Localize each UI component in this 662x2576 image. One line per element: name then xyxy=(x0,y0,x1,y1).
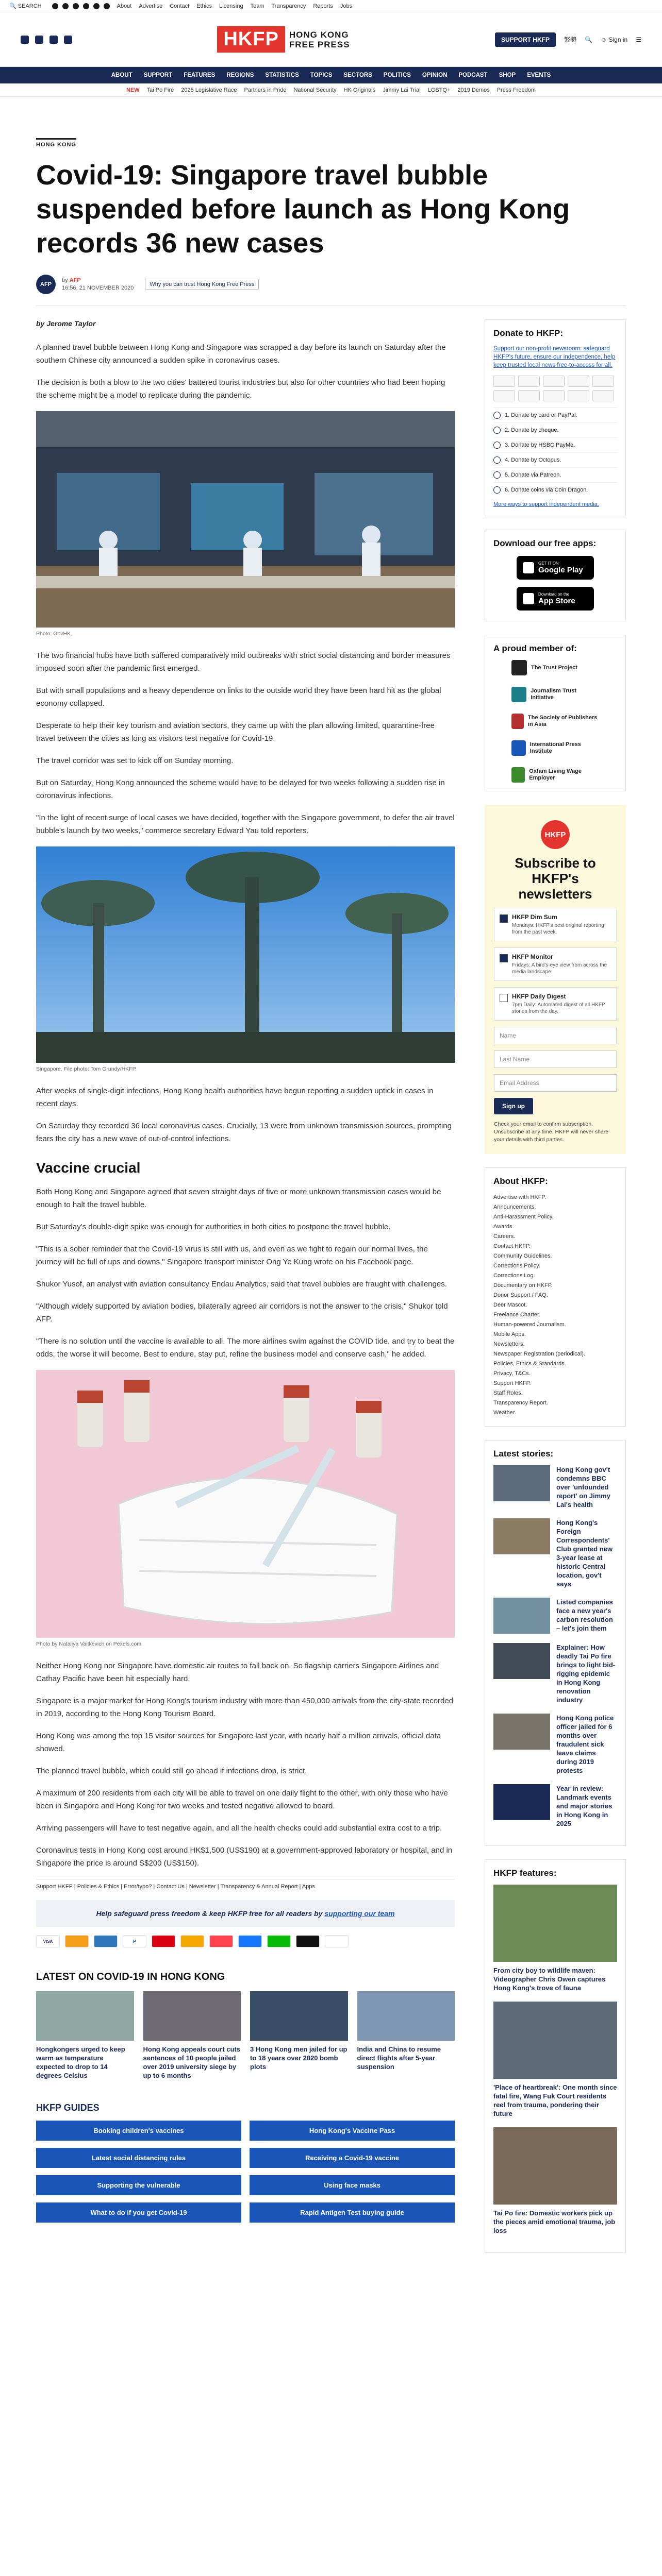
sopa-icon xyxy=(511,714,524,729)
nav-podcast[interactable]: PODCAST xyxy=(458,72,488,78)
google-play-icon xyxy=(523,562,534,573)
paragraph: Coronavirus tests in Hong Kong cost around HK$1,500 (US$190) at a government-approved laboratory or hospital, and in Singapore the price is around S$200 (US$150). xyxy=(36,1846,453,1868)
oxfam-icon xyxy=(511,767,525,783)
guide-button[interactable]: Supporting the vulnerable xyxy=(36,2175,241,2195)
about-link[interactable]: Human-powered Journalism. xyxy=(493,1321,566,1328)
member-name: Journalism Trust Initiative xyxy=(531,688,576,701)
paragraph: The travel corridor was set to kick off on Sunday morning. xyxy=(36,756,234,765)
apple-icon xyxy=(523,593,534,604)
guide-button[interactable]: Booking children's vaccines xyxy=(36,2121,241,2141)
article-body xyxy=(36,319,455,2266)
byline xyxy=(36,275,626,306)
story-title[interactable]: Listed companies face a new year's carbon resolution – let's join them xyxy=(556,1598,613,1632)
paragraph: Hong Kong was among the top 15 visitor sources for Singapore last year, with nearly half a million arrivals, official data showed. xyxy=(36,1732,441,1753)
paragraph: Desperate to help their key tourism and aviation sectors, they came up with the plan allowing limited, quarantine-free travel between the cities as long as visitors test negative for Covid-19. xyxy=(36,721,435,743)
by-label: by xyxy=(62,277,68,283)
support-links[interactable]: Support HKFP | Policies & Ethics | Error/typo? | Contact Us | Newsletter | Transparency & Annual Report | Apps xyxy=(36,1879,455,1890)
story-item[interactable] xyxy=(493,1598,617,1634)
trending-link[interactable]: Press Freedom xyxy=(496,87,536,93)
paragraph: The planned travel bubble, which could still go ahead if infections drop, is strict. xyxy=(36,1767,307,1775)
linkedin-icon[interactable] xyxy=(93,3,100,9)
threads-icon[interactable] xyxy=(104,3,110,9)
newsletter-option-desc: Mondays: HKFP's best original reporting from the past week. xyxy=(512,923,604,935)
google-play-button[interactable] xyxy=(517,556,594,580)
support-callout-text: Help safeguard press freedom & keep HKFP free for all readers by xyxy=(96,1909,323,1918)
paragraph: The decision is both a blow to the two cities' battered tourist industries but also for other countries who had been hoping the scheme might be a model to replicate during the pandemic. xyxy=(36,378,445,400)
instagram-icon[interactable] xyxy=(73,3,79,9)
google-play-small: GET IT ON xyxy=(538,561,559,566)
member-sopa[interactable] xyxy=(511,714,599,729)
photo-caption: Photo by Nataliya Vaitkevich on Pexels.com xyxy=(36,1641,142,1647)
apps-box xyxy=(485,530,626,621)
latest-card[interactable] xyxy=(36,1991,134,2080)
site-logo[interactable] xyxy=(217,26,350,53)
support-team-link[interactable]: supporting our team xyxy=(324,1909,395,1918)
mastercard-icon xyxy=(65,1935,89,1947)
about-link[interactable]: Freelance Charter. xyxy=(493,1312,541,1318)
guide-button[interactable]: Hong Kong's Vaccine Pass xyxy=(250,2121,455,2141)
about-link[interactable]: Policies, Ethics & Standards. xyxy=(493,1361,566,1367)
social-icons xyxy=(52,3,110,9)
search-link[interactable]: 🔍 SEARCH xyxy=(9,3,42,9)
paragraph: Both Hong Kong and Singapore agreed that seven straight days of five or more unknown transmission cases would be enough to halt the travel bubble. xyxy=(36,1188,441,1209)
support-hkfp-button[interactable]: SUPPORT HKFP xyxy=(495,32,556,47)
feature-image[interactable] xyxy=(493,2127,617,2205)
donate-option[interactable]: 4. Donate by Octopus. xyxy=(493,452,617,467)
top-link-transparency[interactable]: Transparency xyxy=(271,3,306,9)
latest-thumbnail xyxy=(36,1991,134,2041)
latest-grid xyxy=(36,1991,455,2080)
member-ipi[interactable] xyxy=(511,740,599,756)
about-link[interactable]: Contact HKFP. xyxy=(493,1243,531,1249)
about-link[interactable]: Anti-Harassment Policy. xyxy=(493,1214,554,1220)
sidebar xyxy=(485,319,626,2266)
octopus-icon xyxy=(493,390,515,401)
octopus-icon xyxy=(180,1935,204,1947)
article-title: Covid-19: Singapore travel bubble suspended before launch as Hong Kong records 36 new cases xyxy=(36,160,570,259)
member-jti[interactable] xyxy=(511,687,599,702)
guide-button[interactable]: Rapid Antigen Test buying guide xyxy=(250,2202,455,2223)
photo-caption: Singapore. File photo: Tom Grundy/HKFP. xyxy=(36,1066,137,1072)
latest-title[interactable]: India and China to resume direct flights after 5-year suspension xyxy=(357,2045,441,2071)
newsletter-option[interactable] xyxy=(494,947,617,981)
features-box xyxy=(485,1859,626,2253)
paragraph: The two financial hubs have both suffered comparatively mild outbreaks with strict social distancing and border measures imposed soon after the pandemic first emerged. xyxy=(36,651,451,673)
donate-heading: Donate to HKFP: xyxy=(493,328,564,338)
nav-shop[interactable]: SHOP xyxy=(499,72,516,78)
feature-title[interactable]: 'Place of heartbreak': One month since fatal fire, Wang Fuk Court residents reel from trauma, pondering their future xyxy=(493,2083,617,2117)
story-item[interactable] xyxy=(493,1518,617,1588)
top-link-advertise[interactable]: Advertise xyxy=(139,3,163,9)
header-actions xyxy=(495,32,641,47)
top-link-ethics[interactable]: Ethics xyxy=(196,3,212,9)
paragraph: "In the light of recent surge of local cases we have decided, together with the Singapore government, to defer the air travel bubble's launch by two weeks," commerce secretary Edward Yau told reporters. xyxy=(36,814,455,835)
story-thumbnail xyxy=(493,1598,550,1634)
app-store-label: App Store xyxy=(538,597,575,605)
about-link[interactable]: Corrections Policy. xyxy=(493,1263,540,1269)
feature-title[interactable]: From city boy to wildlife maven: Videographer Chris Owen captures Hong Kong's trove of fauna xyxy=(493,1967,606,1992)
newsletter-option-desc: 7pm Daily: Automated digest of all HKFP stories from the day. xyxy=(512,1002,605,1014)
latest-stories-box xyxy=(485,1440,626,1846)
logo-wordmark xyxy=(289,30,350,49)
byline-meta xyxy=(62,277,134,292)
about-link[interactable]: Deer Mascot. xyxy=(493,1302,527,1308)
story-item[interactable] xyxy=(493,1465,617,1509)
wechatpay-icon xyxy=(267,1935,291,1947)
latest-title[interactable]: Hong Kong appeals court cuts sentences of 10 people jailed over 2019 university siege by up to 6 months xyxy=(143,2045,241,2079)
story-thumbnail xyxy=(493,1714,550,1750)
trending-link[interactable]: Partners in Pride xyxy=(244,87,287,93)
paragraph: Shukor Yusof, an analyst with aviation consultancy Endau Analytics, said that travel bubbles are fraught with challenges. xyxy=(36,1280,447,1289)
about-link[interactable]: Announcements. xyxy=(493,1204,536,1210)
story-title[interactable]: Hong Kong police officer jailed for 6 months over fraudulent sick leave claims during 2019 protests xyxy=(556,1714,614,1774)
app-store-small: Download on the xyxy=(538,592,570,597)
donate-card-logos xyxy=(493,376,617,401)
jti-icon xyxy=(511,687,526,702)
donate-option[interactable]: 1. Donate by card or PayPal. xyxy=(493,408,617,422)
guides-heading: HKFP GUIDES xyxy=(36,2103,100,2113)
paragraph: But with small populations and a heavy dependence on links to the outside world they have been hard hit as the global economy collapsed. xyxy=(36,686,441,708)
nav-support[interactable]: SUPPORT xyxy=(143,72,173,78)
top-link-licensing[interactable]: Licensing xyxy=(219,3,243,9)
article-category[interactable]: HONG KONG xyxy=(36,138,76,148)
member-oxfam[interactable] xyxy=(511,767,599,783)
top-link-reports[interactable]: Reports xyxy=(313,3,333,9)
paragraph: On Saturday they recorded 36 local coronavirus cases. Crucially, 13 were from unknown transmission sources, prompting fears the city has a new wave of out-of-control infections. xyxy=(36,1122,452,1143)
latest-thumbnail xyxy=(143,1991,241,2041)
paragraph: But on Saturday, Hong Kong announced the scheme would have to be delayed for two weeks following a sudden rise in coronavirus infections. xyxy=(36,778,445,800)
latest-card[interactable] xyxy=(143,1991,241,2080)
features-heading: HKFP features: xyxy=(493,1868,557,1878)
trending-link[interactable]: HK Originals xyxy=(343,87,376,93)
search-icon[interactable]: 🔍 xyxy=(584,36,592,43)
nav-opinion[interactable]: OPINION xyxy=(422,72,448,78)
trending-link[interactable]: LGBTQ+ xyxy=(427,87,451,93)
paragraph: A maximum of 200 residents from each city will be able to travel on one daily flight to the other, with only those who have been in Singapore and Hong Kong for two weeks and tested negative allowed to board. xyxy=(36,1789,448,1810)
facebook-icon[interactable] xyxy=(21,36,29,44)
wechatpay-icon xyxy=(543,390,565,401)
paragraph: But Saturday's double-digit spike was enough for authorities in both cities to postpone the travel bubble. xyxy=(36,1223,391,1231)
donate-option[interactable]: 2. Donate by cheque. xyxy=(493,422,617,437)
youtube-icon[interactable] xyxy=(64,36,72,44)
top-link-contact[interactable]: Contact xyxy=(170,3,190,9)
member-name: International Press Institute xyxy=(529,741,581,754)
story-item[interactable] xyxy=(493,1784,617,1828)
top-link-team[interactable]: Team xyxy=(250,3,264,9)
testing-centre-photo xyxy=(36,411,455,628)
members-list xyxy=(493,660,617,783)
apps-heading: Download our free apps: xyxy=(493,538,597,548)
x-icon[interactable] xyxy=(62,3,69,9)
trending-link[interactable]: National Security xyxy=(293,87,337,93)
nav-statistics[interactable]: STATISTICS xyxy=(265,72,299,78)
top-links xyxy=(117,3,353,9)
author-avatar[interactable]: AFP xyxy=(36,275,56,294)
newsletter-box xyxy=(485,805,626,1154)
donate-text[interactable]: Support our non-profit newsroom: safeguard HKFP's future, ensure our independence, help keep trusted local news free-to-access for all. xyxy=(493,346,616,368)
latest-stories-heading: Latest stories: xyxy=(493,1449,554,1459)
publish-date: 16:56, 21 NOVEMBER 2020 xyxy=(62,285,134,291)
trust-project-icon xyxy=(511,660,527,675)
story-title[interactable]: Hong Kong's Foreign Correspondents' Club granted new 3-year lease at historic Central location, gov't says xyxy=(556,1519,613,1588)
name-input[interactable]: Name xyxy=(494,1027,617,1044)
newsletter-logo: HKFP xyxy=(541,820,570,849)
about-heading: About HKFP: xyxy=(493,1176,548,1186)
story-title[interactable]: Explainer: How deadly Tai Po fire brings to light bid-rigging epidemic in Hong Kong renovation industry xyxy=(556,1643,616,1704)
google-play-label: Google Play xyxy=(538,566,583,574)
logo-line-2: FREE PRESS xyxy=(289,39,350,49)
guide-button[interactable]: Latest social distancing rules xyxy=(36,2148,241,2168)
header-social xyxy=(21,36,72,44)
googlepay-icon xyxy=(325,1935,349,1947)
amex-icon xyxy=(543,376,565,387)
newsletter-option-title: HKFP Monitor xyxy=(512,953,553,960)
about-link[interactable]: Newspaper Registration (periodical). xyxy=(493,1351,585,1357)
about-link[interactable]: Donor Support / FAQ. xyxy=(493,1292,548,1298)
paragraph: Neither Hong Kong nor Singapore have domestic air routes to fall back on. So flagship carriers Singapore Airlines and Cathay Pacific have been hit especially hard. xyxy=(36,1662,439,1683)
trending-link[interactable]: 2025 Legislative Race xyxy=(181,87,237,93)
nav-features[interactable]: FEATURES xyxy=(184,72,216,78)
story-item[interactable] xyxy=(493,1714,617,1775)
about-link[interactable]: Advertise with HKFP. xyxy=(493,1194,547,1200)
story-item[interactable] xyxy=(493,1643,617,1704)
photo-caption: Photo: GovHK. xyxy=(36,631,73,637)
testing-centre-illustration xyxy=(36,411,455,628)
about-link[interactable]: Privacy, T&Cs. xyxy=(493,1370,531,1377)
members-box xyxy=(485,635,626,791)
logo-mark: HKFP xyxy=(217,26,285,53)
top-link-about[interactable]: About xyxy=(117,3,132,9)
about-list xyxy=(493,1193,617,1418)
singapore-photo xyxy=(36,846,455,1063)
story-thumbnail xyxy=(493,1643,550,1679)
about-link[interactable]: Transparency Report. xyxy=(493,1400,548,1406)
trending-link[interactable]: Tai Po Fire xyxy=(146,87,174,93)
newsletter-option-title: HKFP Dim Sum xyxy=(512,913,557,921)
trust-link[interactable]: Why you can trust Hong Kong Free Press xyxy=(145,279,259,290)
story-thumbnail xyxy=(493,1465,550,1501)
latest-title[interactable]: 3 Hong Kong men jailed for up to 18 years over 2020 bomb plots xyxy=(250,2045,347,2071)
content-columns xyxy=(36,319,626,2266)
top-strip xyxy=(0,0,662,12)
paypal-icon xyxy=(568,376,589,387)
patreon-icon xyxy=(209,1935,233,1947)
newsletter-note: Check your email to confirm subscription. Unsubscribe at any time. HKFP will never share your details with third parties. xyxy=(494,1121,609,1143)
vaccine-illustration xyxy=(36,1370,455,1638)
story-title[interactable]: Hong Kong gov't condemns BBC over 'unfounded report' on Jimmy Lai's health xyxy=(556,1466,610,1509)
story-title[interactable]: Year in review: Landmark events and major stories in Hong Kong in 2025 xyxy=(556,1785,613,1827)
feature-image[interactable] xyxy=(493,2002,617,2079)
guide-button[interactable]: Receiving a Covid-19 vaccine xyxy=(250,2148,455,2168)
author-credit: by Jerome Taylor xyxy=(36,319,96,328)
article-wrapper xyxy=(0,97,662,2266)
applepay-icon xyxy=(568,390,589,401)
about-link[interactable]: Newsletters. xyxy=(493,1341,525,1347)
new-badge: NEW xyxy=(126,87,140,93)
last-name-input[interactable]: Last Name xyxy=(494,1050,617,1068)
ipi-icon xyxy=(511,740,526,756)
story-thumbnail xyxy=(493,1784,550,1820)
donate-option[interactable]: 3. Donate by HSBC PayMe. xyxy=(493,437,617,452)
member-name: The Society of Publishers in Asia xyxy=(527,715,598,727)
alipay-icon xyxy=(238,1935,262,1947)
newsletter-option[interactable] xyxy=(494,987,617,1021)
top-link-jobs[interactable]: Jobs xyxy=(340,3,353,9)
more-ways-link[interactable]: More ways to support independent media. xyxy=(493,501,599,507)
section-heading: Vaccine crucial xyxy=(36,1160,141,1176)
site-header xyxy=(0,12,662,67)
nav-regions[interactable]: REGIONS xyxy=(226,72,254,78)
supertree-illustration xyxy=(36,846,455,1063)
about-link[interactable]: Documentary on HKFP. xyxy=(493,1282,553,1289)
about-link[interactable]: Awards. xyxy=(493,1224,514,1230)
donate-option[interactable]: 6. Donate coins via Coin Dragon. xyxy=(493,482,617,497)
newsletter-option-title: HKFP Daily Digest xyxy=(512,993,566,1000)
sign-up-button[interactable]: Sign up xyxy=(494,1098,533,1114)
latest-thumbnail xyxy=(357,1991,455,2041)
latest-card[interactable] xyxy=(357,1991,455,2080)
alipay-icon xyxy=(518,390,540,401)
paragraph: Singapore is a major market for Hong Kong's tourism industry with more than 450,000 arrivals from the city-state recorded in 2019, according to the Hong Kong Tourism Board. xyxy=(36,1697,454,1718)
facebook-icon[interactable] xyxy=(52,3,58,9)
nav-sectors[interactable]: SECTORS xyxy=(343,72,372,78)
about-link[interactable]: Careers. xyxy=(493,1233,516,1240)
about-box xyxy=(485,1167,626,1427)
paragraph: A planned travel bubble between Hong Kong and Singapore was scrapped a day before its launch on Saturday after the southern Chinese city announced a sudden spike in coronavirus cases. xyxy=(36,343,446,365)
newsletter-option[interactable] xyxy=(494,908,617,941)
googlepay-icon xyxy=(592,390,614,401)
guide-button[interactable]: What to do if you get Covid-19 xyxy=(36,2202,241,2223)
mastercard-icon xyxy=(518,376,540,387)
author-link[interactable]: AFP xyxy=(69,277,81,283)
story-thumbnail xyxy=(493,1518,550,1554)
sign-in-label: Sign in xyxy=(608,36,628,43)
about-link[interactable]: Corrections Log. xyxy=(493,1273,535,1279)
payment-logos xyxy=(36,1935,455,1947)
about-link[interactable]: Staff Roles. xyxy=(493,1390,523,1396)
guides-grid xyxy=(36,2121,455,2223)
members-heading: A proud member of: xyxy=(493,643,577,653)
nav-events[interactable]: EVENTS xyxy=(527,72,551,78)
paragraph: "Although widely supported by aviation bodies, bilaterally agreed air corridors is not the answer to the crisis," Shukor told AFP. xyxy=(36,1302,448,1324)
member-trust-project[interactable] xyxy=(511,660,599,675)
nav-politics[interactable]: POLITICS xyxy=(383,72,411,78)
member-name: The Trust Project xyxy=(531,664,577,671)
member-name: Oxfam Living Wage Employer xyxy=(529,768,582,781)
newsletter-option-desc: Fridays: A bird's-eye view from across the media landscape. xyxy=(512,962,607,975)
about-link[interactable]: Support HKFP. xyxy=(493,1380,531,1386)
email-input[interactable]: Email Address xyxy=(494,1074,617,1092)
visa-icon xyxy=(493,376,515,387)
menu-icon[interactable]: ☰ xyxy=(636,36,641,43)
youtube-icon[interactable] xyxy=(83,3,89,9)
trending-nav xyxy=(0,83,662,97)
about-link[interactable]: Weather. xyxy=(493,1410,516,1416)
sign-in-link[interactable]: ☺ Sign in xyxy=(600,36,628,43)
donate-options xyxy=(493,408,617,497)
paragraph: "There is no solution until the vaccine is available to all. The more airlines swim against the COVID tide, and try to beat the odds, the worse it will become. Best to endure, stay put, refine the business model and conserve cash," he added. xyxy=(36,1337,455,1359)
paypal-icon: P xyxy=(123,1935,146,1947)
about-link[interactable]: Community Guidelines. xyxy=(493,1253,552,1259)
vaccine-photo xyxy=(36,1370,455,1638)
guide-button[interactable]: Using face masks xyxy=(250,2175,455,2195)
paragraph: Arriving passengers will have to test negative again, and all the health checks could add substantial extra cost to a trip. xyxy=(36,1824,442,1833)
donate-option[interactable]: 5. Donate via Patreon. xyxy=(493,467,617,482)
visa-icon: VISA xyxy=(36,1935,60,1947)
nav-topics[interactable]: TOPICS xyxy=(310,72,333,78)
latest-card[interactable] xyxy=(250,1991,348,2080)
applepay-icon xyxy=(296,1935,320,1947)
logo-line-1: HONG KONG xyxy=(289,29,349,40)
feature-title[interactable]: Tai Po fire: Domestic workers pick up the pieces amid emotional trauma, job loss xyxy=(493,2209,616,2234)
instagram-icon[interactable] xyxy=(49,36,58,44)
support-callout xyxy=(36,1900,455,1927)
trending-link[interactable]: 2019 Demos xyxy=(457,87,490,93)
nav-about[interactable]: ABOUT xyxy=(111,72,133,78)
payme-icon xyxy=(592,376,614,387)
latest-heading: LATEST ON COVID-19 IN HONG KONG xyxy=(36,1971,225,1982)
latest-title[interactable]: Hongkongers urged to keep warm as temperature expected to drop to 14 degrees Celsius xyxy=(36,2045,125,2079)
feature-image[interactable] xyxy=(493,1885,617,1962)
paragraph: After weeks of single-digit infections, Hong Kong health authorities have begun reporting a sudden uptick in cases in recent days. xyxy=(36,1087,434,1108)
about-link[interactable]: Mobile Apps. xyxy=(493,1331,526,1337)
paragraph: "This is a sober reminder that the Covid-19 virus is still with us, and even as we fight to regain our normal lives, the journey will be full of ups and downs," Singapore transport minister Ong Ye Kung wrote on his Facebook page. xyxy=(36,1245,428,1266)
x-icon[interactable] xyxy=(35,36,43,44)
donate-box xyxy=(485,319,626,516)
app-store-button[interactable] xyxy=(517,587,594,611)
main-nav xyxy=(0,67,662,83)
language-toggle[interactable]: 繁體 xyxy=(564,36,576,43)
amex-icon xyxy=(94,1935,118,1947)
payme-icon xyxy=(152,1935,175,1947)
trending-link[interactable]: Jimmy Lai Trial xyxy=(383,87,421,93)
newsletter-heading: Subscribe to HKFP's newsletters xyxy=(515,855,596,902)
latest-thumbnail xyxy=(250,1991,348,2041)
search-label: SEARCH xyxy=(18,3,42,9)
